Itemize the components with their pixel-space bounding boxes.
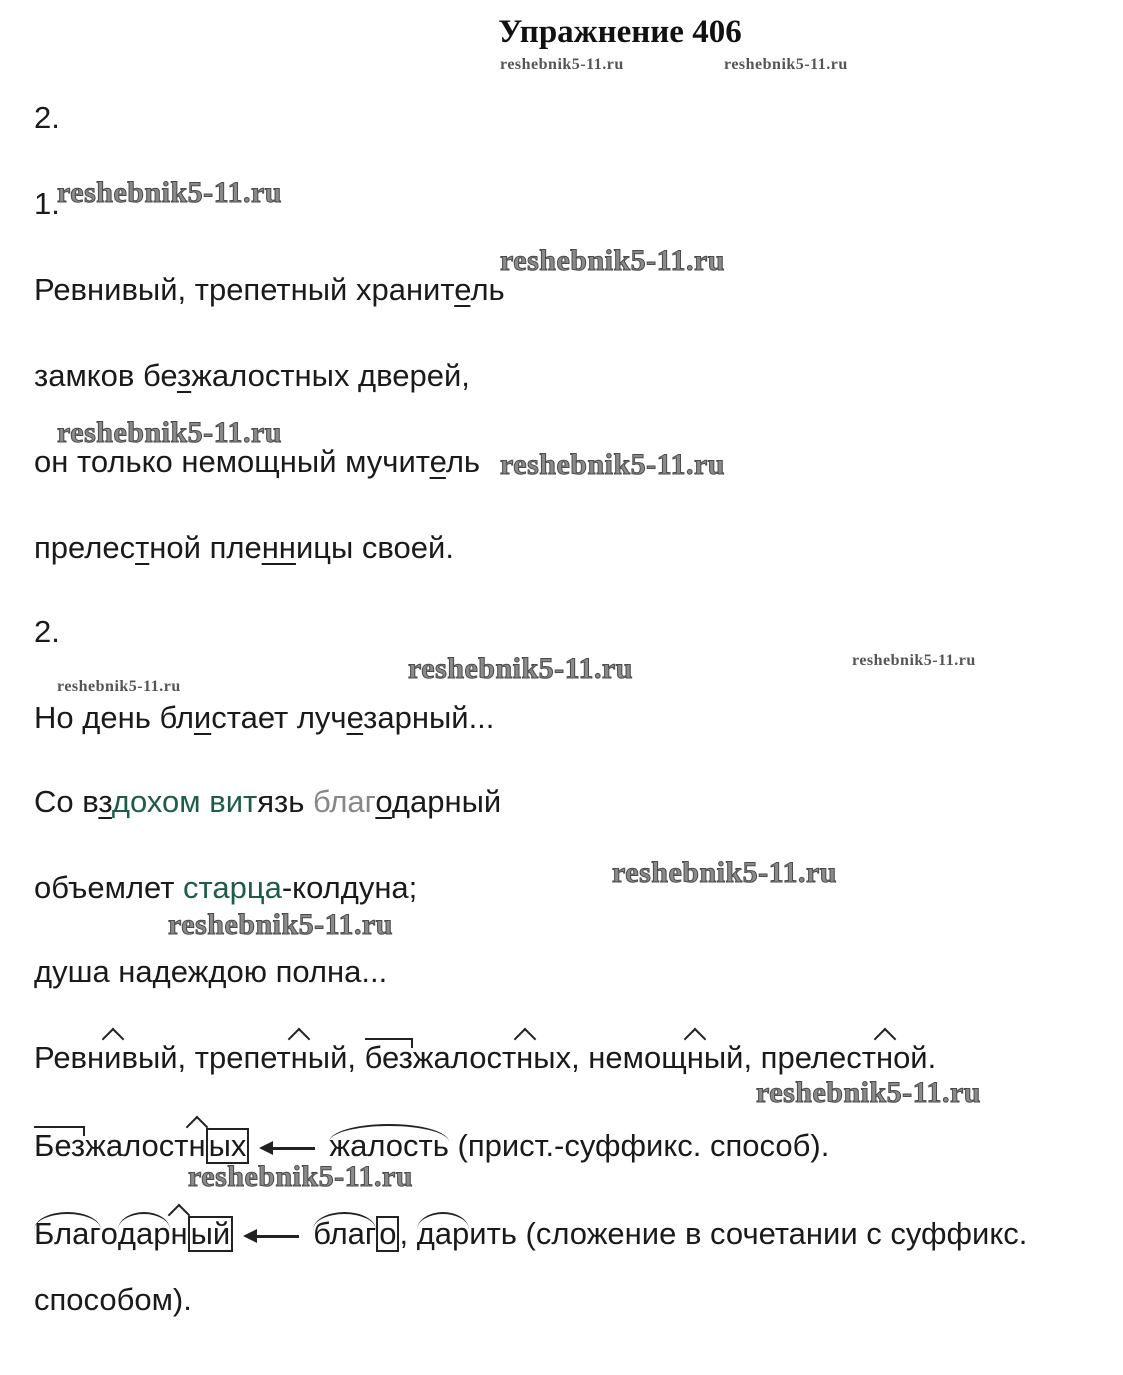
watermark: reshebnik5-11.ru bbox=[756, 1076, 981, 1109]
watermark: reshebnik5-11.ru bbox=[188, 1160, 413, 1193]
watermark: reshebnik5-11.ru bbox=[57, 678, 181, 695]
watermark: reshebnik5-11.ru bbox=[724, 56, 848, 73]
watermark: reshebnik5-11.ru bbox=[852, 652, 976, 669]
poem1-line-3: он только немощный мучитель bbox=[34, 444, 481, 479]
part-number: 1. bbox=[34, 186, 60, 221]
poem2-line-1: Но день блистает лучезарный... bbox=[34, 700, 495, 735]
watermark: reshebnik5-11.ru bbox=[500, 244, 725, 277]
arrow-left-icon bbox=[243, 1226, 299, 1246]
page-title: Упражнение 406 bbox=[498, 14, 742, 50]
derivation-2: Благодарный благо, дарить (сложение в сочетании с суффикс. bbox=[34, 1216, 1028, 1251]
watermark: reshebnik5-11.ru bbox=[408, 652, 633, 685]
section-number: 2. bbox=[34, 100, 60, 135]
watermark: reshebnik5-11.ru bbox=[612, 856, 837, 889]
arrow-left-icon bbox=[259, 1138, 315, 1158]
watermark: reshebnik5-11.ru bbox=[500, 448, 725, 481]
analysis-line: Ревнивый, трепетный, безжалостных, немощный, прелестной. bbox=[34, 1040, 937, 1075]
watermark: reshebnik5-11.ru bbox=[57, 176, 282, 209]
watermark: reshebnik5-11.ru bbox=[57, 416, 282, 449]
poem1-line-2: замков безжалостных дверей, bbox=[34, 358, 470, 393]
derivation-1: Безжалостных жалость (прист.-суффикс. способ). bbox=[34, 1128, 830, 1163]
poem1-line-1: Ревнивый, трепетный хранитель bbox=[34, 272, 505, 307]
poem2-line-2: Со вздохом витязь благодарный bbox=[34, 784, 502, 819]
watermark: reshebnik5-11.ru bbox=[168, 908, 393, 941]
watermark: reshebnik5-11.ru bbox=[500, 56, 624, 73]
poem2-line-4: душа надеждою полна... bbox=[34, 954, 388, 989]
poem2-line-3: объемлет старца-колдуна; bbox=[34, 870, 418, 905]
poem1-line-4: прелестной пленницы своей. bbox=[34, 530, 454, 565]
derivation-2-cont: способом). bbox=[34, 1282, 192, 1317]
part-number: 2. bbox=[34, 614, 60, 649]
